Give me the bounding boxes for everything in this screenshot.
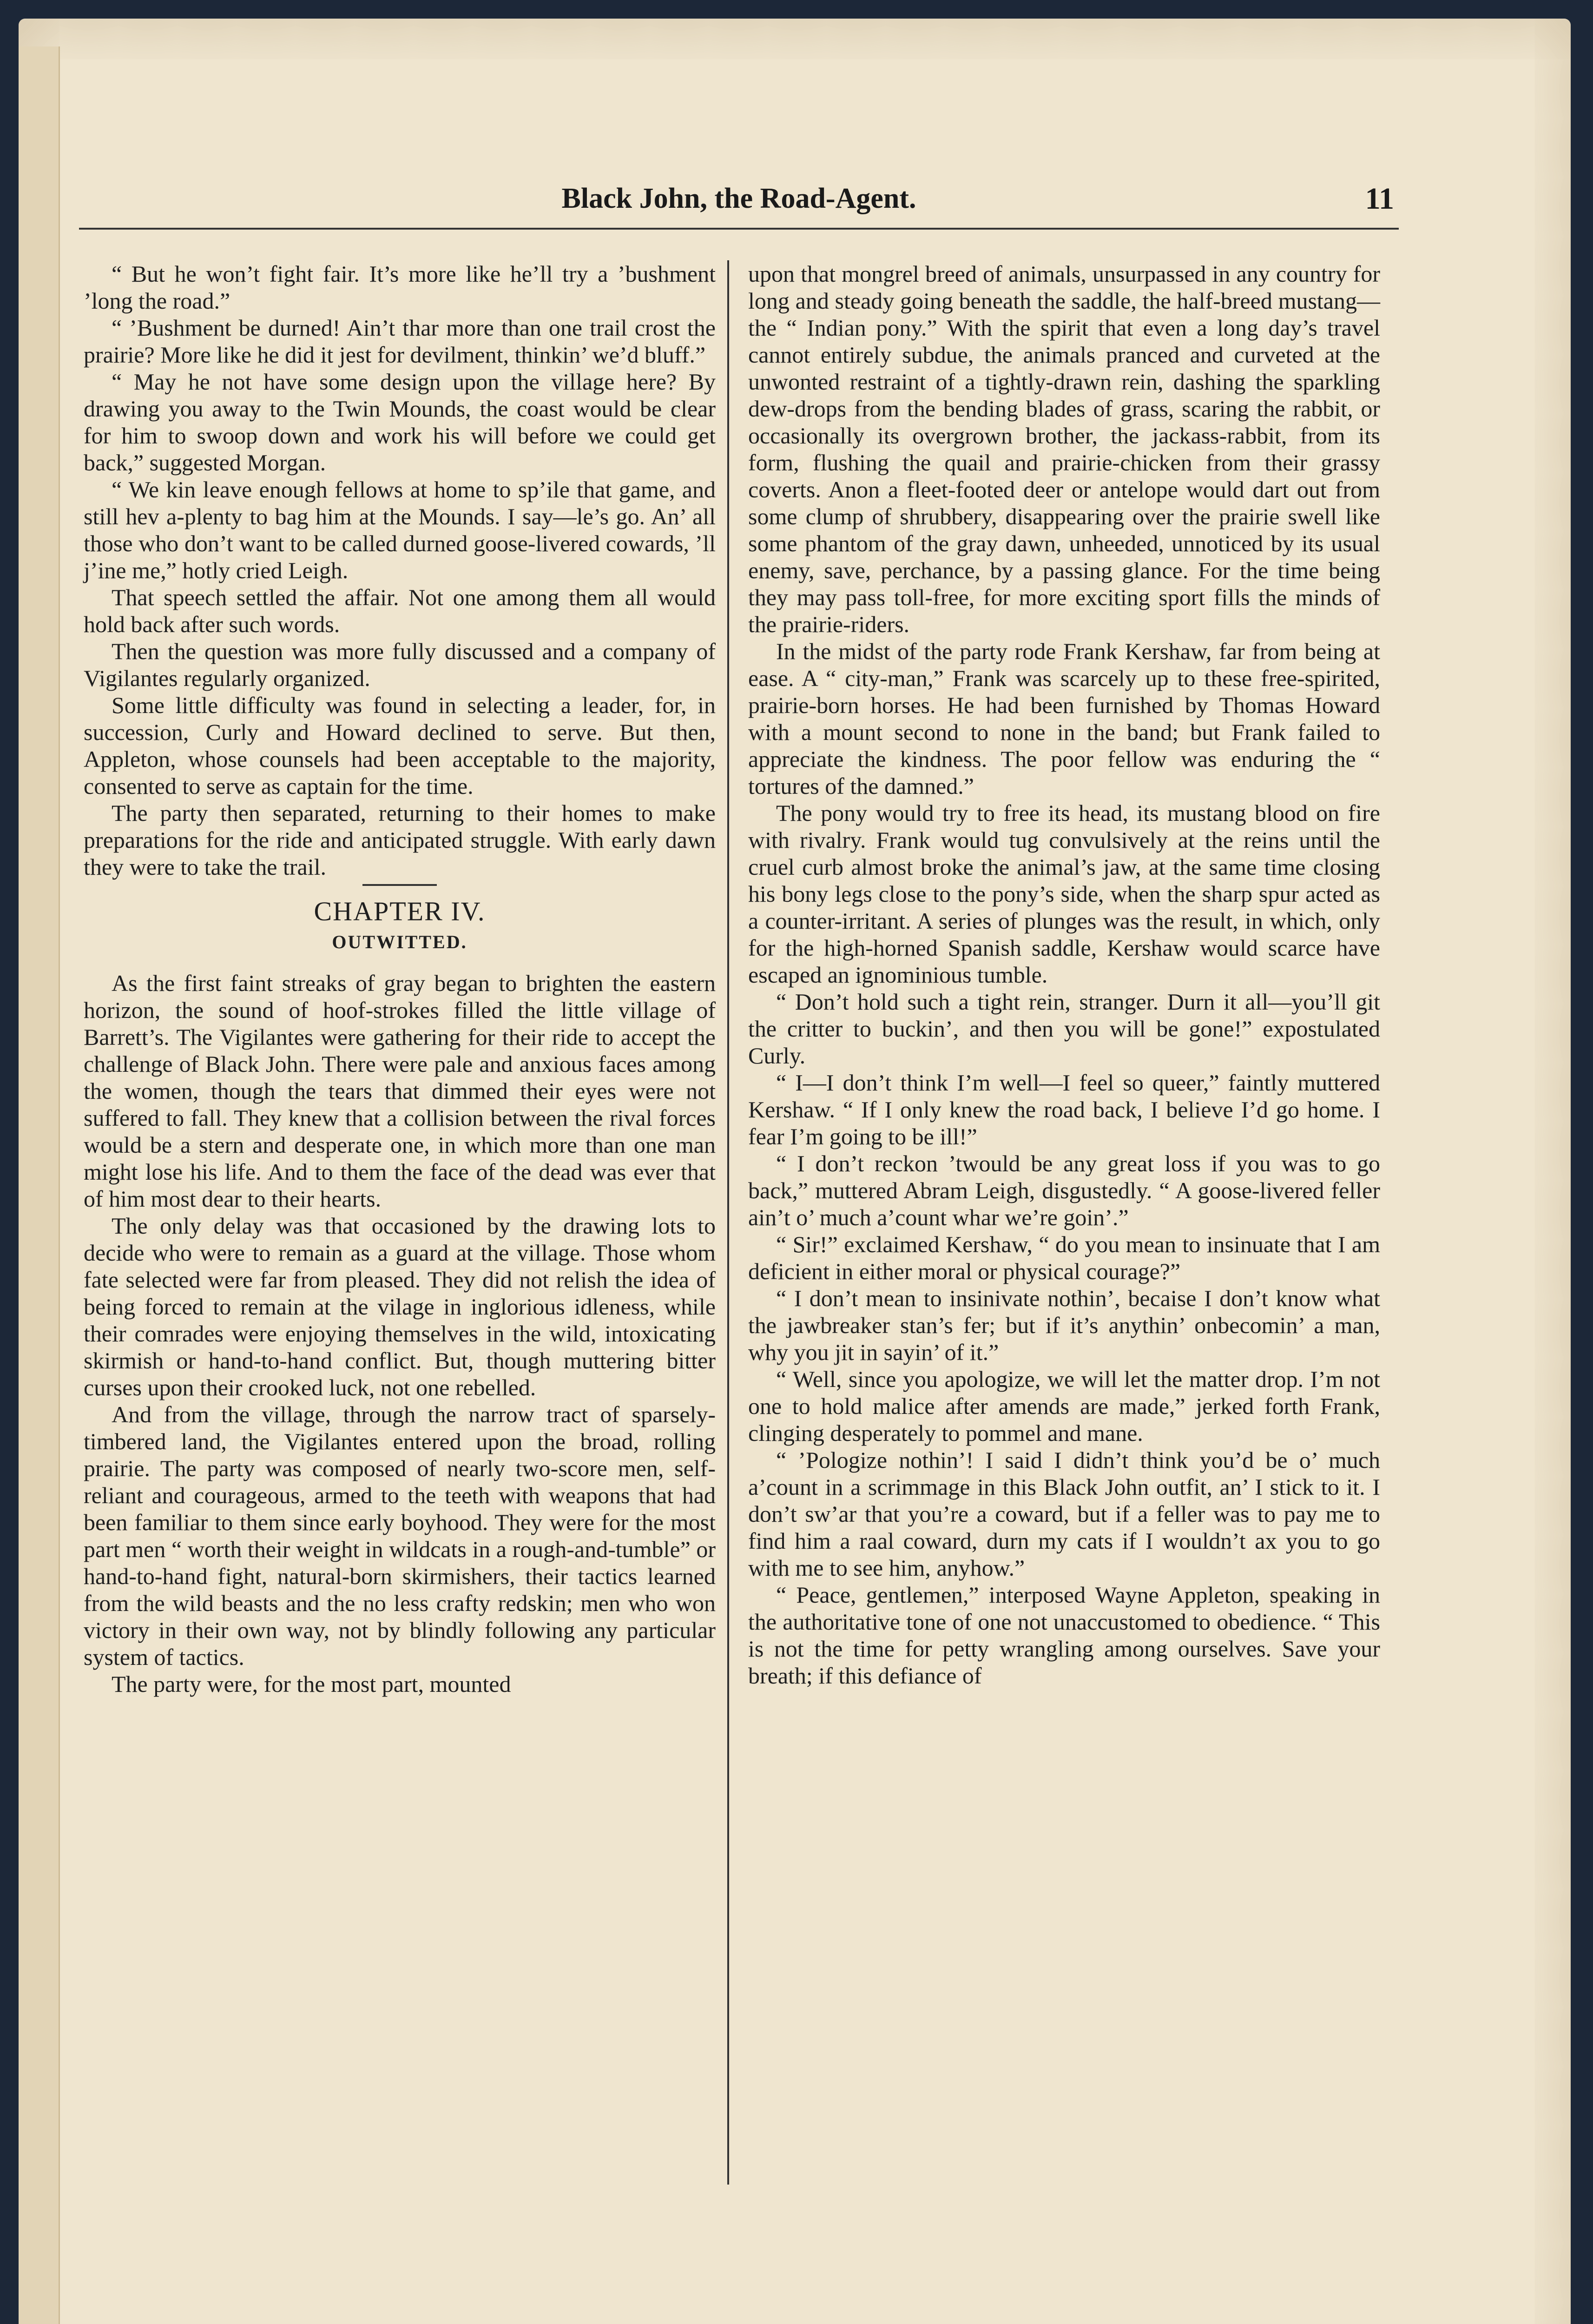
chapter-title: CHAPTER IV. — [314, 896, 486, 926]
paragraph: The party then separated, returning to their homes to make preparations for the ride and anticipated struggle. With early dawn they were to take the trail. — [84, 800, 716, 880]
paragraph: “ But he won’t fight fair. It’s more like he’ll try a ’bushment ’long the road.” — [84, 261, 716, 314]
paragraph: As the first faint streaks of gray began to brighten the eastern horizon, the sound of hoof-strokes filled the little village of Barrett’s. The Vigilantes were gathering for their ride to accept the challenge of Black John. There were pale and anxious faces among the women, though the tears that dimmed their eyes were not suffered to fall. They knew that a collision between the rival forces would be a stern and desperate one, in which more than one man might lose his life. And to them the face of the dead was ever that of him most dear to their hearts. — [84, 970, 716, 1212]
left-column — [84, 260, 716, 1697]
paragraph: “ Peace, gentlemen,” interposed Wayne Appleton, speaking in the authoritative tone of one not unaccustomed to obedience. “ This is not the time for petty wrangling among ourselves. Save your breath; if this defiance of — [748, 1582, 1380, 1689]
paragraph: “ May he not have some design upon the village here? By drawing you away to the Twin Mounds, the coast would be clear for him to swoop down and work his will before we could get back,” suggested Morgan. — [84, 369, 716, 475]
paragraph: “ Well, since you apologize, we will let the matter drop. I’m not one to hold malice after amends are made,” jerked forth Frank, clinging desperately to pommel and mane. — [748, 1366, 1380, 1446]
paragraph: “ Sir!” exclaimed Kershaw, “ do you mean to insinuate that I am deficient in either moral or physical courage?” — [748, 1231, 1380, 1284]
book-page — [19, 19, 1571, 2324]
paragraph: upon that mongrel breed of animals, unsurpassed in any country for long and steady going beneath the saddle, the half-breed mustang—the “ Indian pony.” With the spirit that even a long day’s travel cannot entirely subdue, the animals pranced and curveted at the unwonted restraint of a tightly-drawn rein, dashing the sparkling dew-drops from the bending blades of grass, scaring the rabbit, or occasionally its overgrown brother, the jackass-rabbit, from its form, flushing the quail and prairie-chicken from their grassy coverts. Anon a fleet-footed deer or antelope would dart out from some clump of shrubbery, disappearing over the prairie swell like some phantom of the gray dawn, unheeded, unnoticed by its usual enemy, save, perchance, by a passing glance. For the time being they may pass toll-free, for more exciting sport fills the minds of the prairie-riders. — [748, 261, 1380, 637]
paragraph: “ I don’t reckon ’twould be any great loss if you was to go back,” muttered Abram Leigh, disgustedly. “ A goose-livered feller ain’t o’ much a’count whar we’re goin’.” — [748, 1150, 1380, 1230]
paragraph: In the midst of the party rode Frank Kershaw, far from being at ease. A “ city-man,” Frank was scarcely up to these free-spirited, prairie-born horses. He had been furnished by Thomas Howard with a mount second to none in the band; but Frank failed to appreciate the kindness. The poor fellow was enduring the “ tortures of the damned.” — [748, 638, 1380, 799]
section-separator — [362, 884, 437, 886]
paragraph: “ Don’t hold such a tight rein, stranger. Durn it all—you’ll git the critter to buckin’, and then you will be gone!” expostulated Curly. — [748, 989, 1380, 1069]
paragraph: “ ’Bushment be durned! Ain’t thar more than one trail crost the prairie? More like he did it jest for devilment, thinkin’ we’d bluff.” — [84, 315, 716, 368]
column-divider — [727, 260, 729, 2185]
paragraph: “ We kin leave enough fellows at home to sp’ile that game, and still hev a-plenty to bag him at the Mounds. I say—le’s go. An’ all those who don’t want to be called durned goose-livered cowards, ’ll j’ine me,” hotly cried Leigh. — [84, 476, 716, 583]
paragraph: “ I—I don’t think I’m well—I feel so queer,” faintly muttered Kershaw. “ If I only knew the road back, I believe I’d go home. I fear I’m going to be ill!” — [748, 1070, 1380, 1149]
paragraph: “ ’Pologize nothin’! I said I didn’t think you’d be o’ much a’count in a scrimmage in this Black John outfit, an’ I stick to it. I don’t sw’ar that you’re a coward, but if a feller was to pay me to find him a raal coward, durn my cats if I wouldn’t ax you to go with me to see him, anyhow.” — [748, 1447, 1380, 1581]
paragraph: The only delay was that occasioned by the drawing lots to decide who were to remain as a guard at the village. Those whom fate selected were far from pleased. They did not relish the idea of being forced to remain at the vilage in inglorious idleness, while their comrades were enjoying themselves in the wild, intoxicating skirmish or hand-to-hand conflict. But, though muttering bitter curses upon their crooked luck, not one rebelled. — [84, 1213, 716, 1400]
page-number: 11 — [1365, 182, 1394, 216]
chapter-subtitle: OUTWITTED. — [332, 931, 467, 952]
running-title: Black John, the Road-Agent. — [561, 183, 916, 214]
right-column — [748, 260, 1380, 1689]
paragraph: Then the question was more fully discussed and a company of Vigilantes regularly organized. — [84, 638, 716, 691]
paragraph: “ I don’t mean to insinivate nothin’, becaise I don’t know what the jawbreaker stan’s fer; but if it’s anythin’ onbecomin’ a man, why you jit in sayin’ of it.” — [748, 1285, 1380, 1365]
paragraph: That speech settled the affair. Not one among them all would hold back after such words. — [84, 584, 716, 637]
paragraph: The party were, for the most part, mounted — [112, 1671, 511, 1697]
page-header — [79, 177, 1399, 230]
paragraph: And from the village, through the narrow tract of sparsely-timbered land, the Vigilantes entered upon the broad, rolling prairie. The party was composed of nearly two-score men, self-reliant and courageous, armed to the teeth with weapons that had been familiar to them since early boyhood. They were for the most part men “ worth their weight in wildcats in a rough-and-tumble” or hand-to-hand fight, natural-born skirmishers, their tactics learned from the wild beasts and the no less crafty redskin; men who won victory in their own way, not by blindly following any particular system of tactics. — [84, 1401, 716, 1670]
paragraph: The pony would try to free its head, its mustang blood on fire with rivalry. Frank would tug convulsively at the reins until the cruel curb almost broke the animal’s jaw, at the same time closing his bony legs close to the pony’s side, when the sharp spur acted as a counter-irritant. A series of plunges was the result, in which, only for the high-horned Spanish saddle, Kershaw would scarce have escaped an ignominious tumble. — [748, 800, 1380, 988]
paragraph: Some little difficulty was found in selecting a leader, for, in succession, Curly and Howard declined to serve. But then, Appleton, whose counsels had been acceptable to the majority, consented to serve as captain for the time. — [84, 692, 716, 799]
page-spine-edge — [19, 46, 60, 2324]
